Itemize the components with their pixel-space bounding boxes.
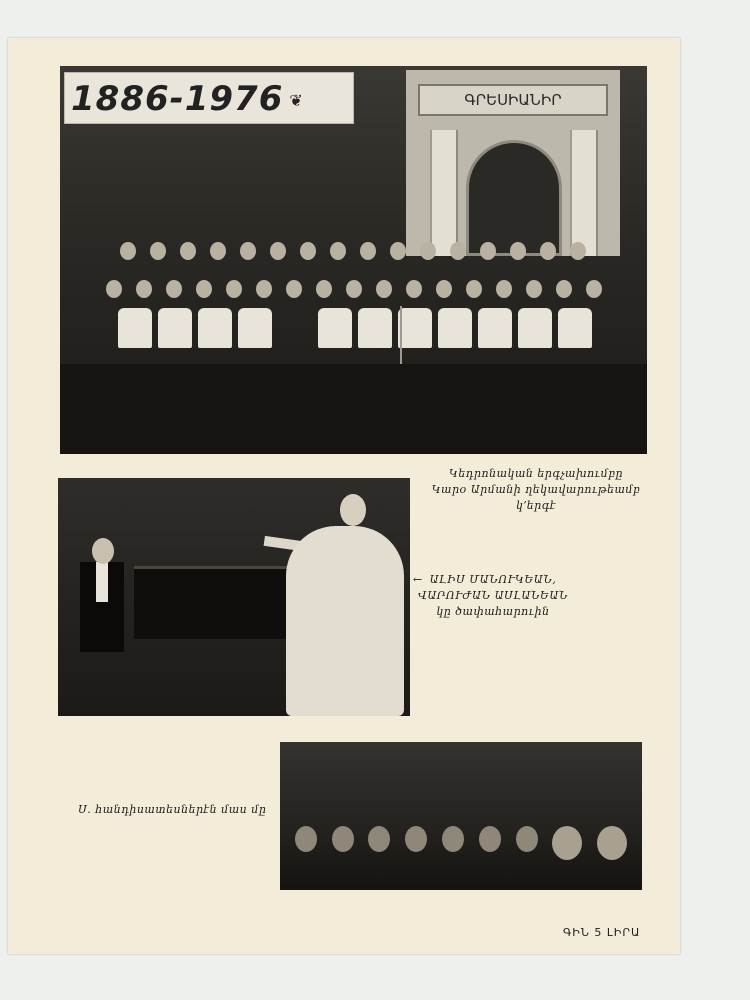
grand-piano (134, 566, 294, 639)
audience-caption: Ս. հանդիսատեսներէն մաս մը (78, 803, 267, 816)
choir-caption-line-1: Կեդրոնական երգչախումբը (448, 467, 623, 480)
choir-caption-line-2: Կարօ Արմանի ղեկավարութեամբ (431, 483, 641, 496)
arrow-left-icon: ← (413, 573, 423, 586)
choir-caption (428, 466, 644, 514)
stage-floor (60, 364, 647, 454)
singer-caption (413, 572, 573, 620)
anniversary-banner (64, 72, 354, 124)
arch-column-right (570, 130, 598, 256)
price-label: ԳԻՆ 5 ԼԻՐԱ (563, 926, 641, 939)
singer (286, 526, 404, 716)
choir-front-row (60, 308, 647, 348)
arch-sign: ԳՐԵՍԻԱՆԻՐ (418, 84, 608, 116)
audience-row (280, 826, 642, 860)
choir-caption-line-3: կ՚երգէ (515, 499, 557, 512)
audience-photo (280, 742, 642, 890)
choir-photo (60, 66, 647, 454)
magazine-page (8, 38, 680, 954)
choir-middle-row (60, 280, 647, 298)
archway (466, 140, 562, 256)
singer-caption-line-3: կը ծափահարուին (436, 605, 550, 618)
singer-caption-line-2: ՎԱՐՈՒԺԱՆ ԱՍԼԱՆԵԱՆ (418, 589, 568, 602)
stage-arch (406, 70, 620, 256)
singer-caption-line-1: ԱԼԻՍ ՄԱՆՈՒԿԵԱՆ, (429, 573, 557, 586)
arch-column-left (430, 130, 458, 256)
banner-years: 1886-1976 (71, 79, 284, 119)
banner-ornament-icon: ❦ (289, 90, 304, 110)
choir-back-row (60, 242, 647, 260)
singer-photo (58, 478, 410, 716)
